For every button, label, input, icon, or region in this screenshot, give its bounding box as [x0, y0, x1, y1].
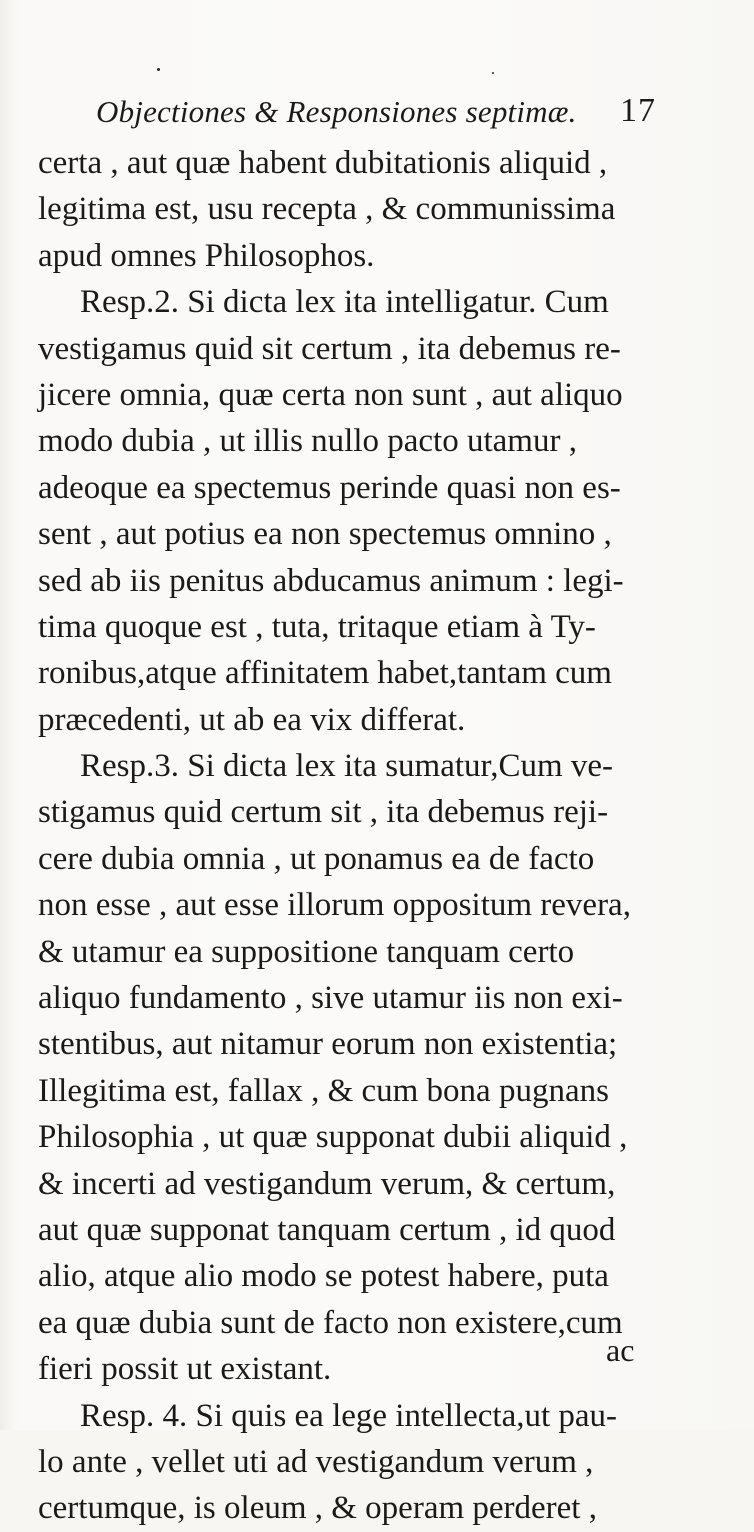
text-line: stigamus quid certum sit , ita debemus reji- [38, 794, 609, 831]
text-line: sed ab iis penitus abducamus animum : legi- [38, 562, 624, 599]
text-line: ronibus,atque affinitatem habet,tantam cum [38, 655, 612, 692]
text-line: Philosophia , ut quæ supponat dubii aliquid , [38, 1119, 628, 1156]
text-line: fieri possit ut existant. [38, 1351, 332, 1388]
ink-speck [492, 72, 494, 74]
text-line: vestigamus quid sit certum , ita debemus re- [38, 330, 621, 367]
text-line: non esse , aut esse illorum oppositum revera, [38, 887, 631, 924]
text-line: Illegitima est, fallax , & cum bona pugnans [38, 1072, 609, 1109]
text-line: legitima est, usu recepta , & communissima [38, 191, 616, 228]
catchword: ac [606, 1332, 635, 1368]
text-line: certa , aut quæ habent dubitationis aliquid , [38, 145, 608, 181]
text-line: cere dubia omnia , ut ponamus ea de facto [38, 840, 595, 877]
text-line: alio, atque alio modo se potest habere, puta [38, 1258, 609, 1295]
text-line: adeoque ea spectemus perinde quasi non es- [38, 469, 621, 506]
text-line: modo dubia , ut illis nullo pacto utamur , [38, 423, 577, 460]
text-line: lo ante , vellet uti ad vestigandum verum , [38, 1443, 594, 1480]
text-line: ea quæ dubia sunt de facto non existere,cum [38, 1304, 623, 1341]
text-line: aut quæ supponat tanquam certum , id quod [38, 1211, 616, 1248]
body-text [38, 140, 642, 1532]
page-number: 17 [620, 92, 656, 129]
paragraph-start-line: Resp.2. Si dicta lex ita intelligatur. Cum [80, 284, 609, 321]
paragraph-start-line: Resp. 4. Si quis ea lege intellecta,ut pau- [80, 1397, 618, 1434]
text-line: præcedenti, ut ab ea vix differat. [38, 701, 466, 738]
running-head [96, 86, 656, 136]
text-line: stentibus, aut nitamur eorum non existentia; [38, 1026, 618, 1063]
text-line: & incerti ad vestigandum verum, & certum, [38, 1165, 616, 1202]
ink-speck [157, 68, 160, 71]
paragraph-start-line: Resp.3. Si dicta lex ita sumatur,Cum ve- [80, 748, 614, 785]
text-line: jicere omnia, quæ certa non sunt , aut aliquo [38, 376, 623, 413]
text-line: tima quoque est , tuta, tritaque etiam à Ty- [38, 608, 596, 645]
text-line: & utamur ea suppositione tanquam certo [38, 933, 575, 970]
text-line: sent , aut potius ea non spectemus omnino , [38, 516, 612, 553]
text-line: certumque, is oleum , & operam perderet , [38, 1490, 597, 1527]
text-line: aliquo fundamento , sive utamur iis non exi- [38, 980, 623, 1017]
text-line: apud omnes Philosophos. [38, 237, 375, 274]
running-title: Objectiones & Responsiones septimæ. [96, 94, 577, 129]
